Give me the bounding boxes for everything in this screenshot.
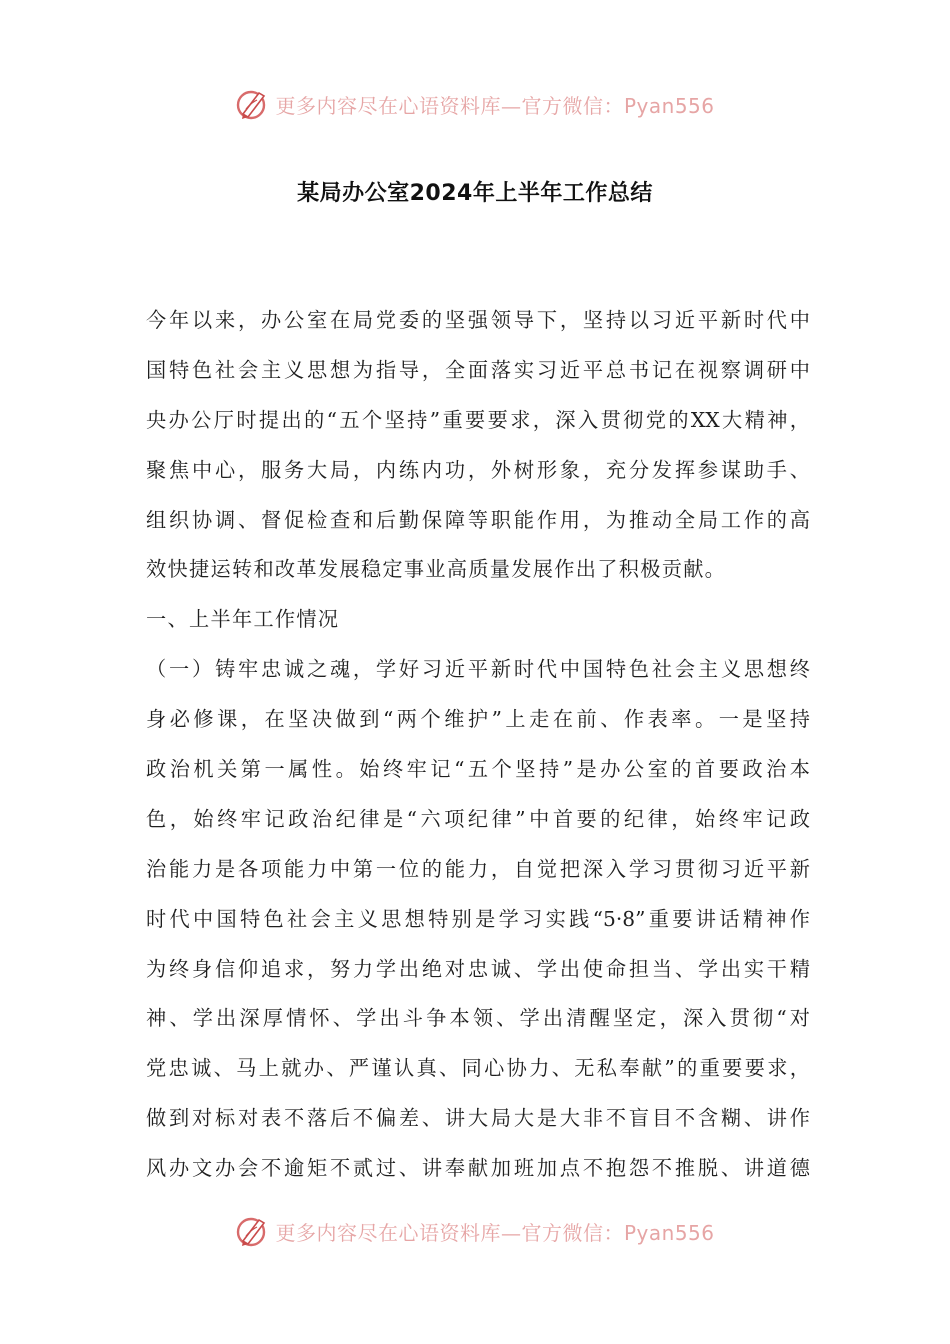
body-line: 央办公厅时提出的“五个坚持”重要要求，深入贯彻党的XX大精神，: [146, 407, 810, 432]
pen-logo-icon: [235, 87, 269, 121]
pen-logo-icon: [235, 1214, 269, 1248]
body-line: 做到对标对表不落后不偏差、讲大局大是大非不盲目不含糊、讲作: [146, 1106, 810, 1131]
body-line: 为终身信仰追求，努力学出绝对忠诚、学出使命担当、学出实干精: [146, 956, 810, 981]
body-line: 组织协调、督促检查和后勤保障等职能作用，为推动全局工作的高: [146, 507, 810, 532]
document-title: 某局办公室2024年上半年工作总结: [297, 181, 653, 206]
body-line: 神、学出深厚情怀、学出斗争本领、学出清醒坚定，深入贯彻“对: [146, 1006, 810, 1031]
body-line: 国特色社会主义思想为指导，全面落实习近平总书记在视察调研中: [146, 357, 810, 382]
body-line: 时代中国特色社会主义思想特别是学习实践“5·8”重要讲话精神作: [146, 906, 810, 931]
body-line: 风办文办会不逾矩不贰过、讲奉献加班加点不抱怨不推脱、讲道德: [146, 1156, 810, 1181]
watermark-text: 更多内容尽在心语资料库—官方微信：Pyan556: [275, 93, 715, 118]
watermark-text: 更多内容尽在心语资料库—官方微信：Pyan556: [275, 1220, 715, 1245]
body-line: 色，始终牢记政治纪律是“六项纪律”中首要的纪律，始终牢记政: [146, 806, 810, 831]
watermark-header: [0, 84, 950, 124]
body-line: 政治机关第一属性。始终牢记“五个坚持”是办公室的首要政治本: [146, 757, 810, 782]
watermark-footer: [0, 1211, 950, 1251]
body-line: 治能力是各项能力中第一位的能力，自觉把深入学习贯彻习近平新: [146, 856, 810, 881]
body-line: 效快捷运转和改革发展稳定事业高质量发展作出了积极贡献。: [146, 557, 727, 582]
body-line: （一）铸牢忠诚之魂，学好习近平新时代中国特色社会主义思想终: [146, 657, 810, 682]
body-line: 身必修课，在坚决做到“两个维护”上走在前、作表率。一是坚持: [146, 707, 810, 732]
section-heading: 一、上半年工作情况: [146, 607, 340, 632]
body-line: 党忠诚、马上就办、严谨认真、同心协力、无私奉献”的重要要求，: [146, 1056, 810, 1081]
body-line: 聚焦中心，服务大局，内练内功，外树形象，充分发挥参谋助手、: [146, 457, 810, 482]
document-body: [146, 296, 810, 1194]
body-line: 今年以来，办公室在局党委的坚强领导下，坚持以习近平新时代中: [146, 308, 810, 332]
